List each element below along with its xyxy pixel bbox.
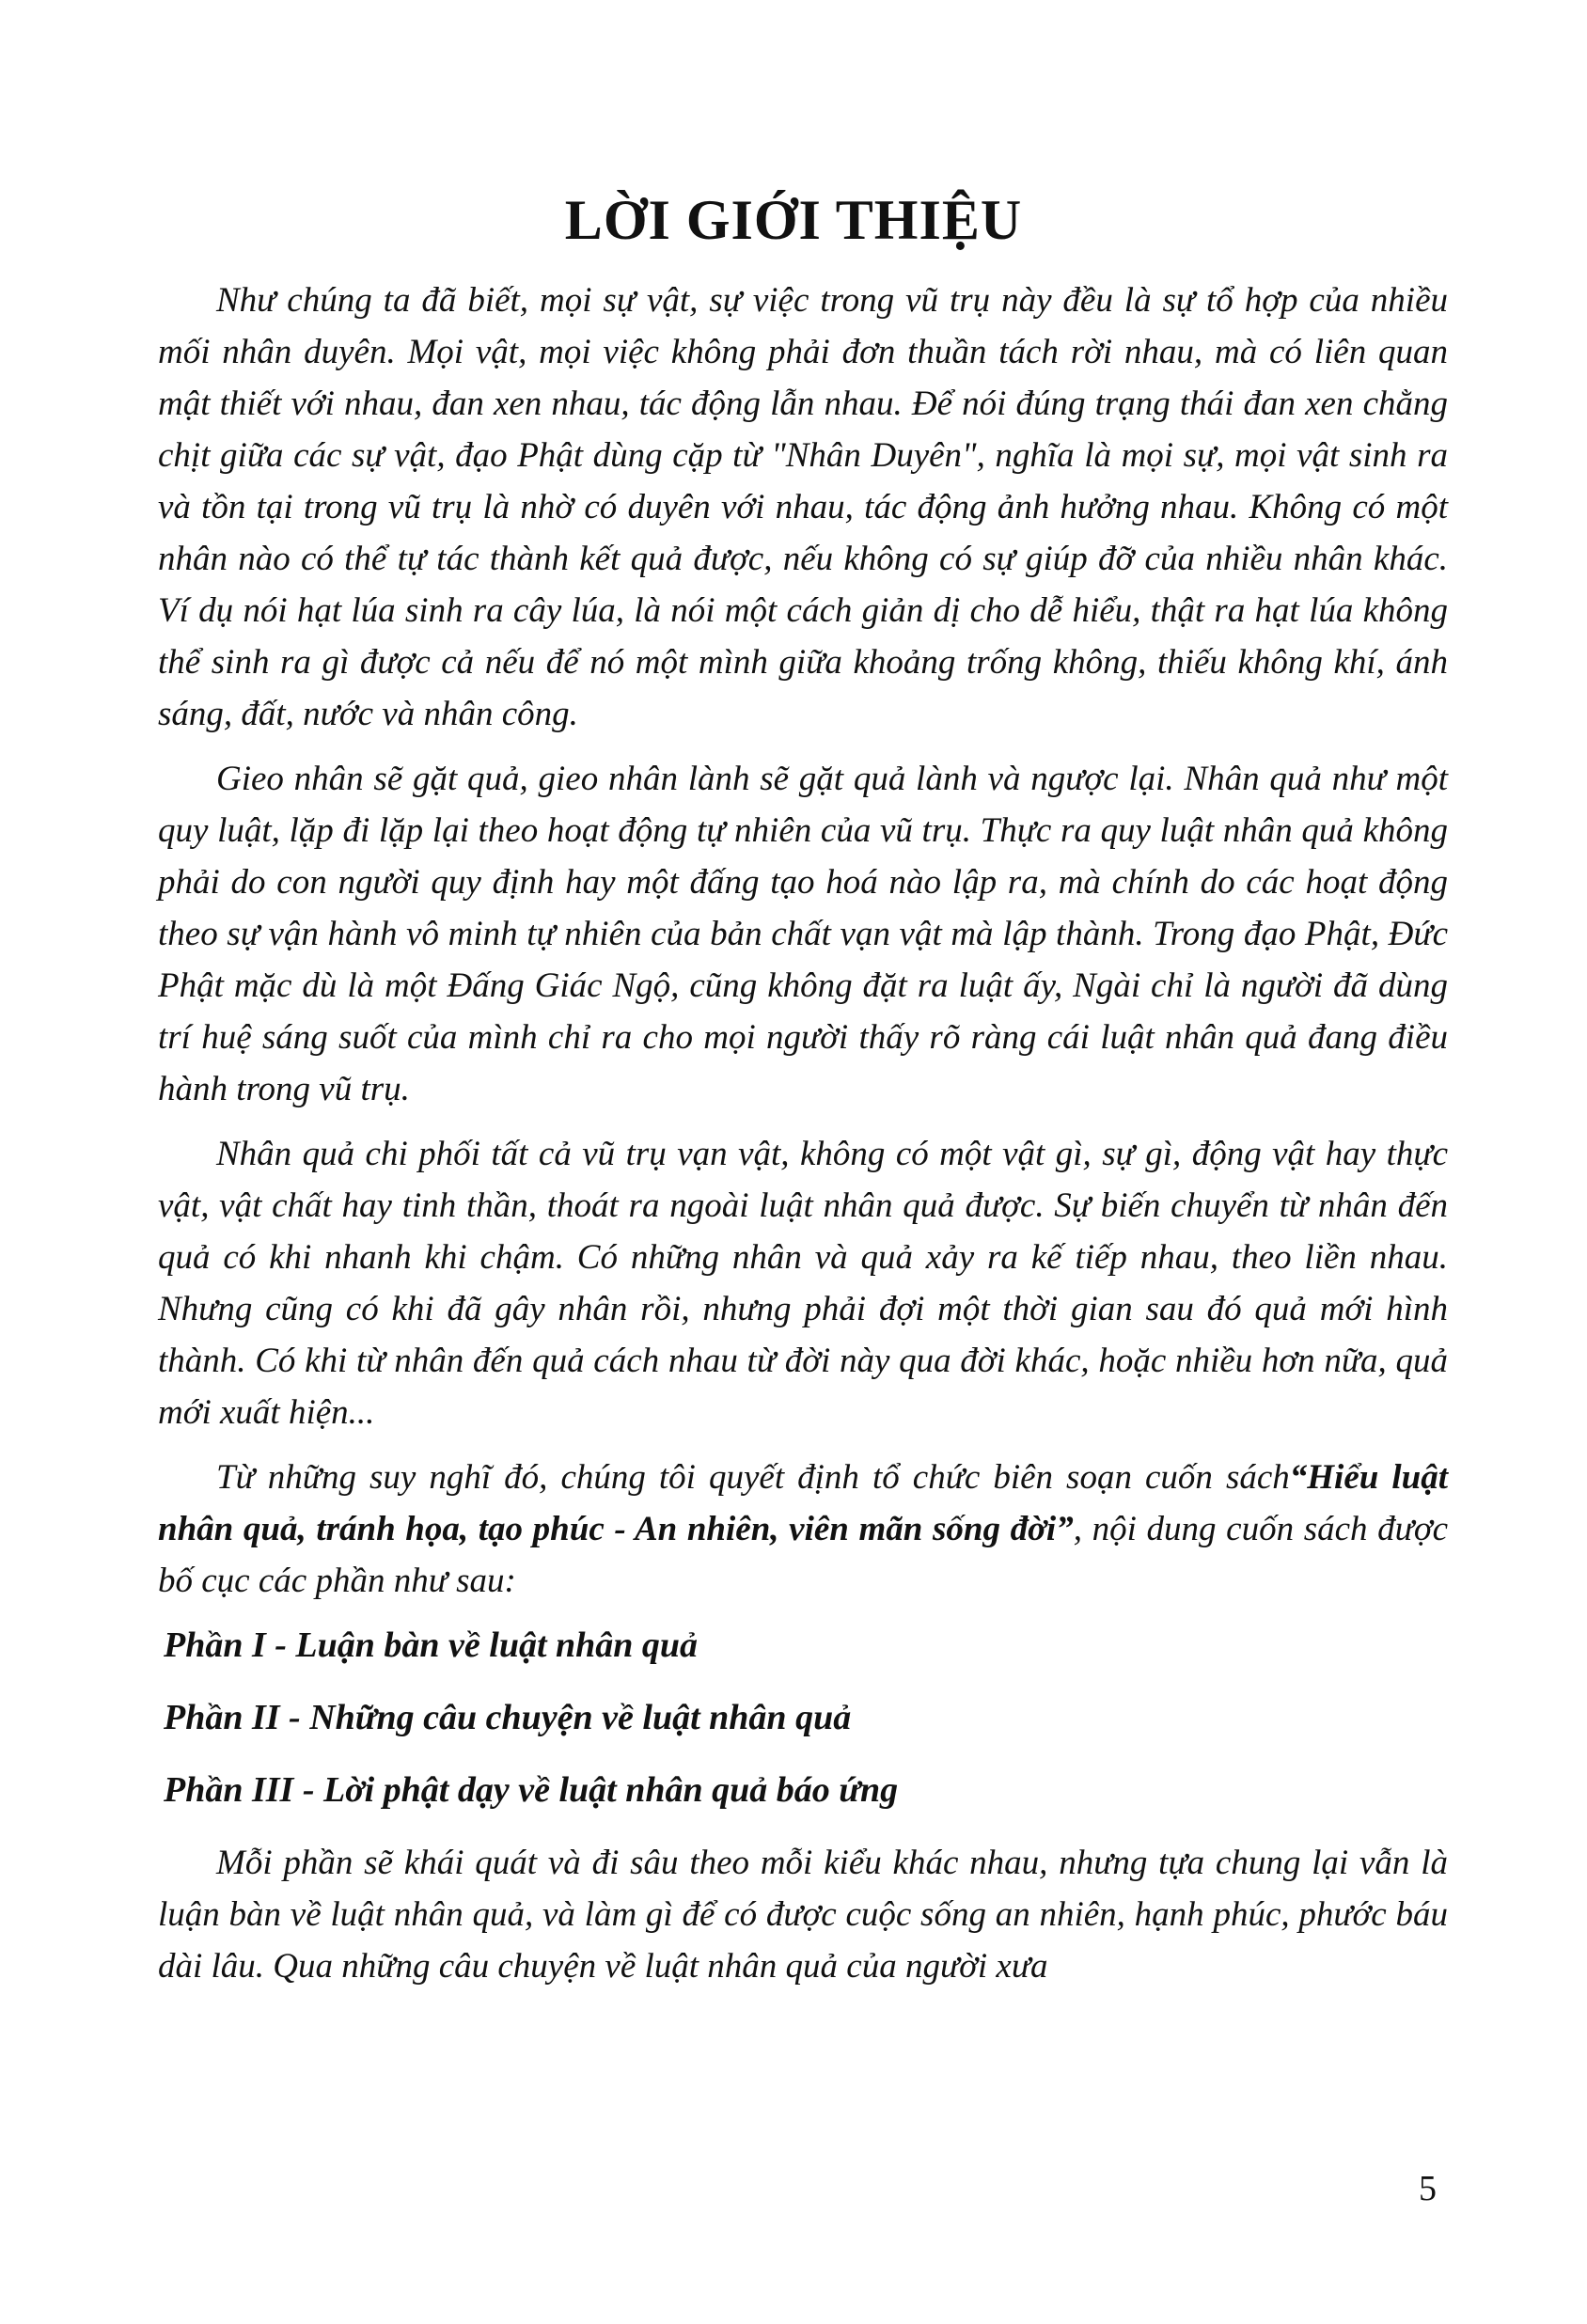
page-number: 5 — [1419, 2169, 1437, 2208]
page-title: LỜI GIỚI THIỆU — [564, 189, 1023, 252]
paragraph-5: Mỗi phần sẽ khái quát và đi sâu theo mỗi kiểu khác nhau, nhưng tựa chung lại vẫn là luận bàn về luật nhân quả, và làm gì để có được cuộc sống an nhiên, hạnh phúc, phước báu dài lâu. Qua những câu chuyện về luật nhân quả của người xưa — [158, 1844, 1448, 1986]
paragraph-4 — [158, 1452, 1448, 1607]
paragraph-4-end: , nội dung cuốn sách được bố cục các phần như sau: — [158, 1510, 1448, 1600]
book-title: “Hiểu luật nhân quả, tránh họa, tạo phúc - An nhiên, viên mãn sống đời” — [158, 1458, 1448, 1548]
paragraph-2: Gieo nhân sẽ gặt quả, gieo nhân lành sẽ gặt quả lành và ngược lại. Nhân quả như một quy luật, lặp đi lặp lại theo hoạt động tự nhiên của vũ trụ. Thực ra quy luật nhân quả không phải do con người quy định hay một đấng tạo hoá nào lập ra, mà chính do các hoạt động theo sự vận hành vô minh tự nhiên của bản chất vạn vật mà lập thành. Trong đạo Phật, Đức Phật mặc dù là một Đấng Giác Ngộ, cũng không đặt ra luật ấy, Ngài chỉ là người đã dùng trí huệ sáng suốt của mình chỉ ra cho mọi người thấy rõ ràng cái luật nhân quả đang điều hành trong vũ trụ. — [158, 760, 1448, 1108]
part-2-heading: Phần II - Những câu chuyện về luật nhân quả — [164, 1698, 852, 1737]
page-body — [158, 275, 1448, 2005]
paragraph-1: Như chúng ta đã biết, mọi sự vật, sự việc trong vũ trụ này đều là sự tổ hợp của nhiều mối nhân duyên. Mọi vật, mọi việc không phải đơn thuần tách rời nhau, mà có liên quan mật thiết với nhau, đan xen nhau, tác động lẫn nhau. Để nói đúng trạng thái đan xen chằng chịt giữa các sự vật, đạo Phật dùng cặp từ "Nhân Duyên", nghĩa là mọi sự, mọi vật sinh ra và tồn tại trong vũ trụ là nhờ có duyên với nhau, tác động ảnh hưởng nhau. Không có một nhân nào có thể tự tác thành kết quả được, nếu không có sự giúp đỡ của nhiều nhân khác. Ví dụ nói hạt lúa sinh ra cây lúa, là nói một cách giản dị cho dễ hiểu, thật ra hạt lúa không thể sinh ra gì được cả nếu để nó một mình giữa khoảng trống không, thiếu không khí, ánh sáng, đất, nước và nhân công. — [158, 281, 1448, 733]
part-3-heading: Phần III - Lời phật dạy về luật nhân quả báo ứng — [164, 1770, 899, 1810]
part-1-heading: Phần I - Luận bàn về luật nhân quả — [164, 1625, 699, 1665]
paragraph-4-start: Từ những suy nghĩ đó, chúng tôi quyết định tổ chức biên soạn cuốn sách — [216, 1458, 1290, 1497]
paragraph-3: Nhân quả chi phối tất cả vũ trụ vạn vật, không có một vật gì, sự gì, động vật hay thực vật, vật chất hay tinh thần, thoát ra ngoài luật nhân quả được. Sự biến chuyển từ nhân đến quả có khi nhanh khi chậm. Có những nhân và quả xảy ra kế tiếp nhau, theo liền nhau. Nhưng cũng có khi đã gây nhân rồi, nhưng phải đợi một thời gian sau đó quả mới hình thành. Có khi từ nhân đến quả cách nhau từ đời này qua đời khác, hoặc nhiều hơn nữa, quả mới xuất hiện... — [158, 1135, 1448, 1432]
